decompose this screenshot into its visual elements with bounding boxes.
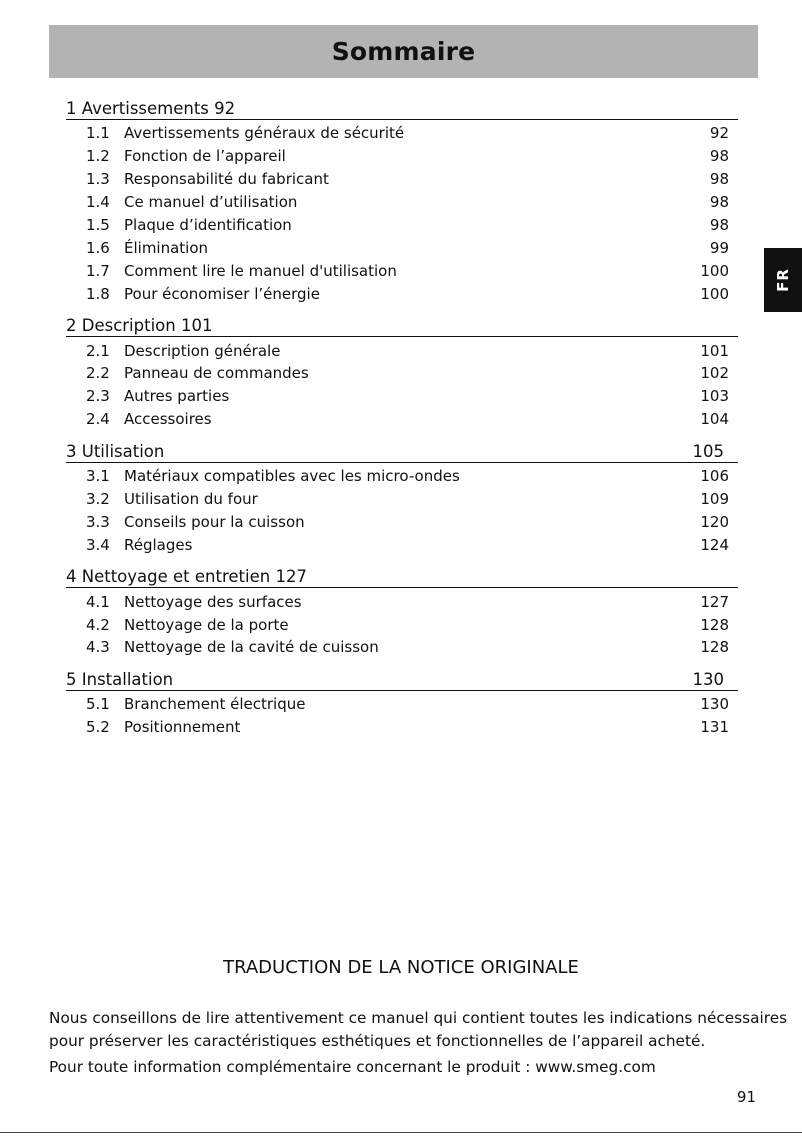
toc-entry-number: 3.1 [86,467,110,486]
toc-entry [66,590,738,613]
toc-entry-label: Accessoires [124,410,212,429]
toc-entry-label: Nettoyage de la cavité de cuisson [124,638,379,657]
toc-entry-number: 2.3 [86,387,110,406]
toc-entry-page: 127 [700,592,729,611]
page-title: Sommaire [331,37,476,66]
title-banner [49,25,758,78]
toc-entry [66,385,738,408]
toc-entry [66,259,738,282]
table-of-contents [66,92,738,743]
toc-entry-page: 103 [700,387,729,406]
toc-entry-number: 1.6 [86,238,110,257]
toc-section-heading [66,309,738,337]
toc-entry-label: Élimination [124,238,209,257]
toc-entry-number: 2.2 [86,364,110,383]
toc-entry-label: Plaque d’identification [124,216,292,234]
toc-entry [66,122,738,145]
toc-entry [66,362,738,385]
toc-entry-number: 2.4 [86,410,110,429]
toc-entry-number: 2.1 [86,341,110,360]
bottom-rule [0,1132,802,1133]
toc-entry-label: Avertissements généraux de sécurité [124,124,405,143]
toc-section-page: 105 [692,441,724,461]
toc-entry-label: Comment lire le manuel d'utilisation [124,261,397,280]
toc-entry-number: 1.3 [86,170,110,189]
toc-section-title: 2 Description 101 [66,316,213,336]
toc-entry-page: 124 [700,535,729,554]
language-tab-label: FR [773,268,792,292]
toc-entry-number: 1.5 [86,216,110,234]
toc-entry-page: 92 [709,124,729,143]
toc-entry-page: 104 [700,410,729,429]
toc-entry-number: 3.2 [86,490,110,509]
toc-entry-number: 1.7 [86,261,110,280]
toc-entry [66,488,738,511]
toc-entry-page: 128 [700,638,729,657]
toc-section-heading [66,560,738,588]
toc-entry-number: 3.4 [86,535,110,554]
toc-entry-label: Nettoyage des surfaces [124,592,302,611]
toc-entry-page: 98 [709,170,729,189]
toc-entry [66,510,738,533]
toc-entry [66,408,738,431]
notice-title: TRADUCTION DE LA NOTICE ORIGINALE [223,957,579,978]
toc-entry-page: 106 [700,467,729,486]
toc-entry-label: Branchement électrique [124,695,306,714]
toc-section [66,435,738,557]
toc-section [66,560,738,659]
toc-entry [66,339,738,362]
toc-entry-number: 5.1 [86,695,110,714]
toc-entry-number: 5.2 [86,718,110,737]
toc-section-heading [66,663,738,691]
toc-entry-label: Conseils pour la cuisson [124,512,305,531]
toc-entry [66,236,738,259]
toc-section-title: 1 Avertissements 92 [66,99,236,118]
toc-section-title: 3 Utilisation [66,441,165,461]
intro-text [49,1007,788,1079]
toc-entry-page: 100 [700,261,729,280]
intro-line: Pour toute information complémentaire concernant le produit : www.smeg.com [49,1058,656,1076]
toc-entry [66,613,738,636]
toc-section [66,92,738,305]
toc-entry [66,693,738,716]
toc-entry-number: 4.2 [86,615,110,634]
toc-entry-page: 131 [700,718,729,737]
toc-entry-label: Réglages [124,535,193,554]
toc-entry-number: 4.3 [86,638,110,657]
toc-entry-label: Responsabilité du fabricant [124,170,329,189]
toc-entry [66,716,738,739]
toc-entry [66,145,738,168]
toc-entry-label: Pour économiser l’énergie [124,284,320,303]
toc-section-heading [66,435,738,463]
toc-entry-page: 120 [700,512,729,531]
language-tab [764,248,802,312]
toc-section-heading [66,92,738,120]
toc-entry-number: 1.2 [86,147,110,166]
toc-section-title: 5 Installation [66,669,174,689]
toc-entry-page: 98 [709,216,729,234]
toc-entry-page: 100 [700,284,729,303]
toc-entry-label: Fonction de l’appareil [124,147,286,166]
toc-entry-page: 99 [709,238,729,257]
toc-entry [66,282,738,305]
toc-entry [66,533,738,556]
toc-entry-page: 109 [700,490,729,509]
toc-entry-number: 1.1 [86,124,110,143]
toc-entry-page: 128 [700,615,729,634]
intro-line: Nous conseillons de lire attentivement ce manuel qui contient toutes les indications nécessaires [49,1009,788,1027]
toc-entry-label: Panneau de commandes [124,364,309,383]
toc-entry-page: 98 [709,147,729,166]
toc-entry-label: Positionnement [124,718,241,737]
toc-entry-label: Ce manuel d’utilisation [124,193,298,212]
toc-entry-number: 4.1 [86,592,110,611]
toc-entry-page: 130 [700,695,729,714]
toc-entry-number: 1.8 [86,284,110,303]
toc-section-page: 130 [692,669,724,689]
toc-entry-number: 1.4 [86,193,110,212]
toc-section-title: 4 Nettoyage et entretien 127 [66,567,307,587]
toc-entry-label: Utilisation du four [124,490,258,509]
toc-entry [66,636,738,659]
toc-entry-label: Description générale [124,341,281,360]
toc-entry [66,465,738,488]
toc-entry-page: 101 [700,341,729,360]
toc-section [66,663,738,739]
intro-line: pour préserver les caractéristiques esthétiques et fonctionnelles de l’appareil acheté. [49,1032,706,1050]
toc-entry [66,191,738,214]
toc-entry [66,168,738,191]
toc-entry [66,214,738,237]
toc-entry-label: Autres parties [124,387,230,406]
toc-entry-page: 102 [700,364,729,383]
toc-entry-label: Matériaux compatibles avec les micro-ondes [124,467,460,486]
toc-entry-number: 3.3 [86,512,110,531]
toc-entry-page: 98 [709,193,729,212]
toc-section [66,309,738,431]
toc-entry-label: Nettoyage de la porte [124,615,289,634]
page-number: 91 [736,1088,756,1106]
